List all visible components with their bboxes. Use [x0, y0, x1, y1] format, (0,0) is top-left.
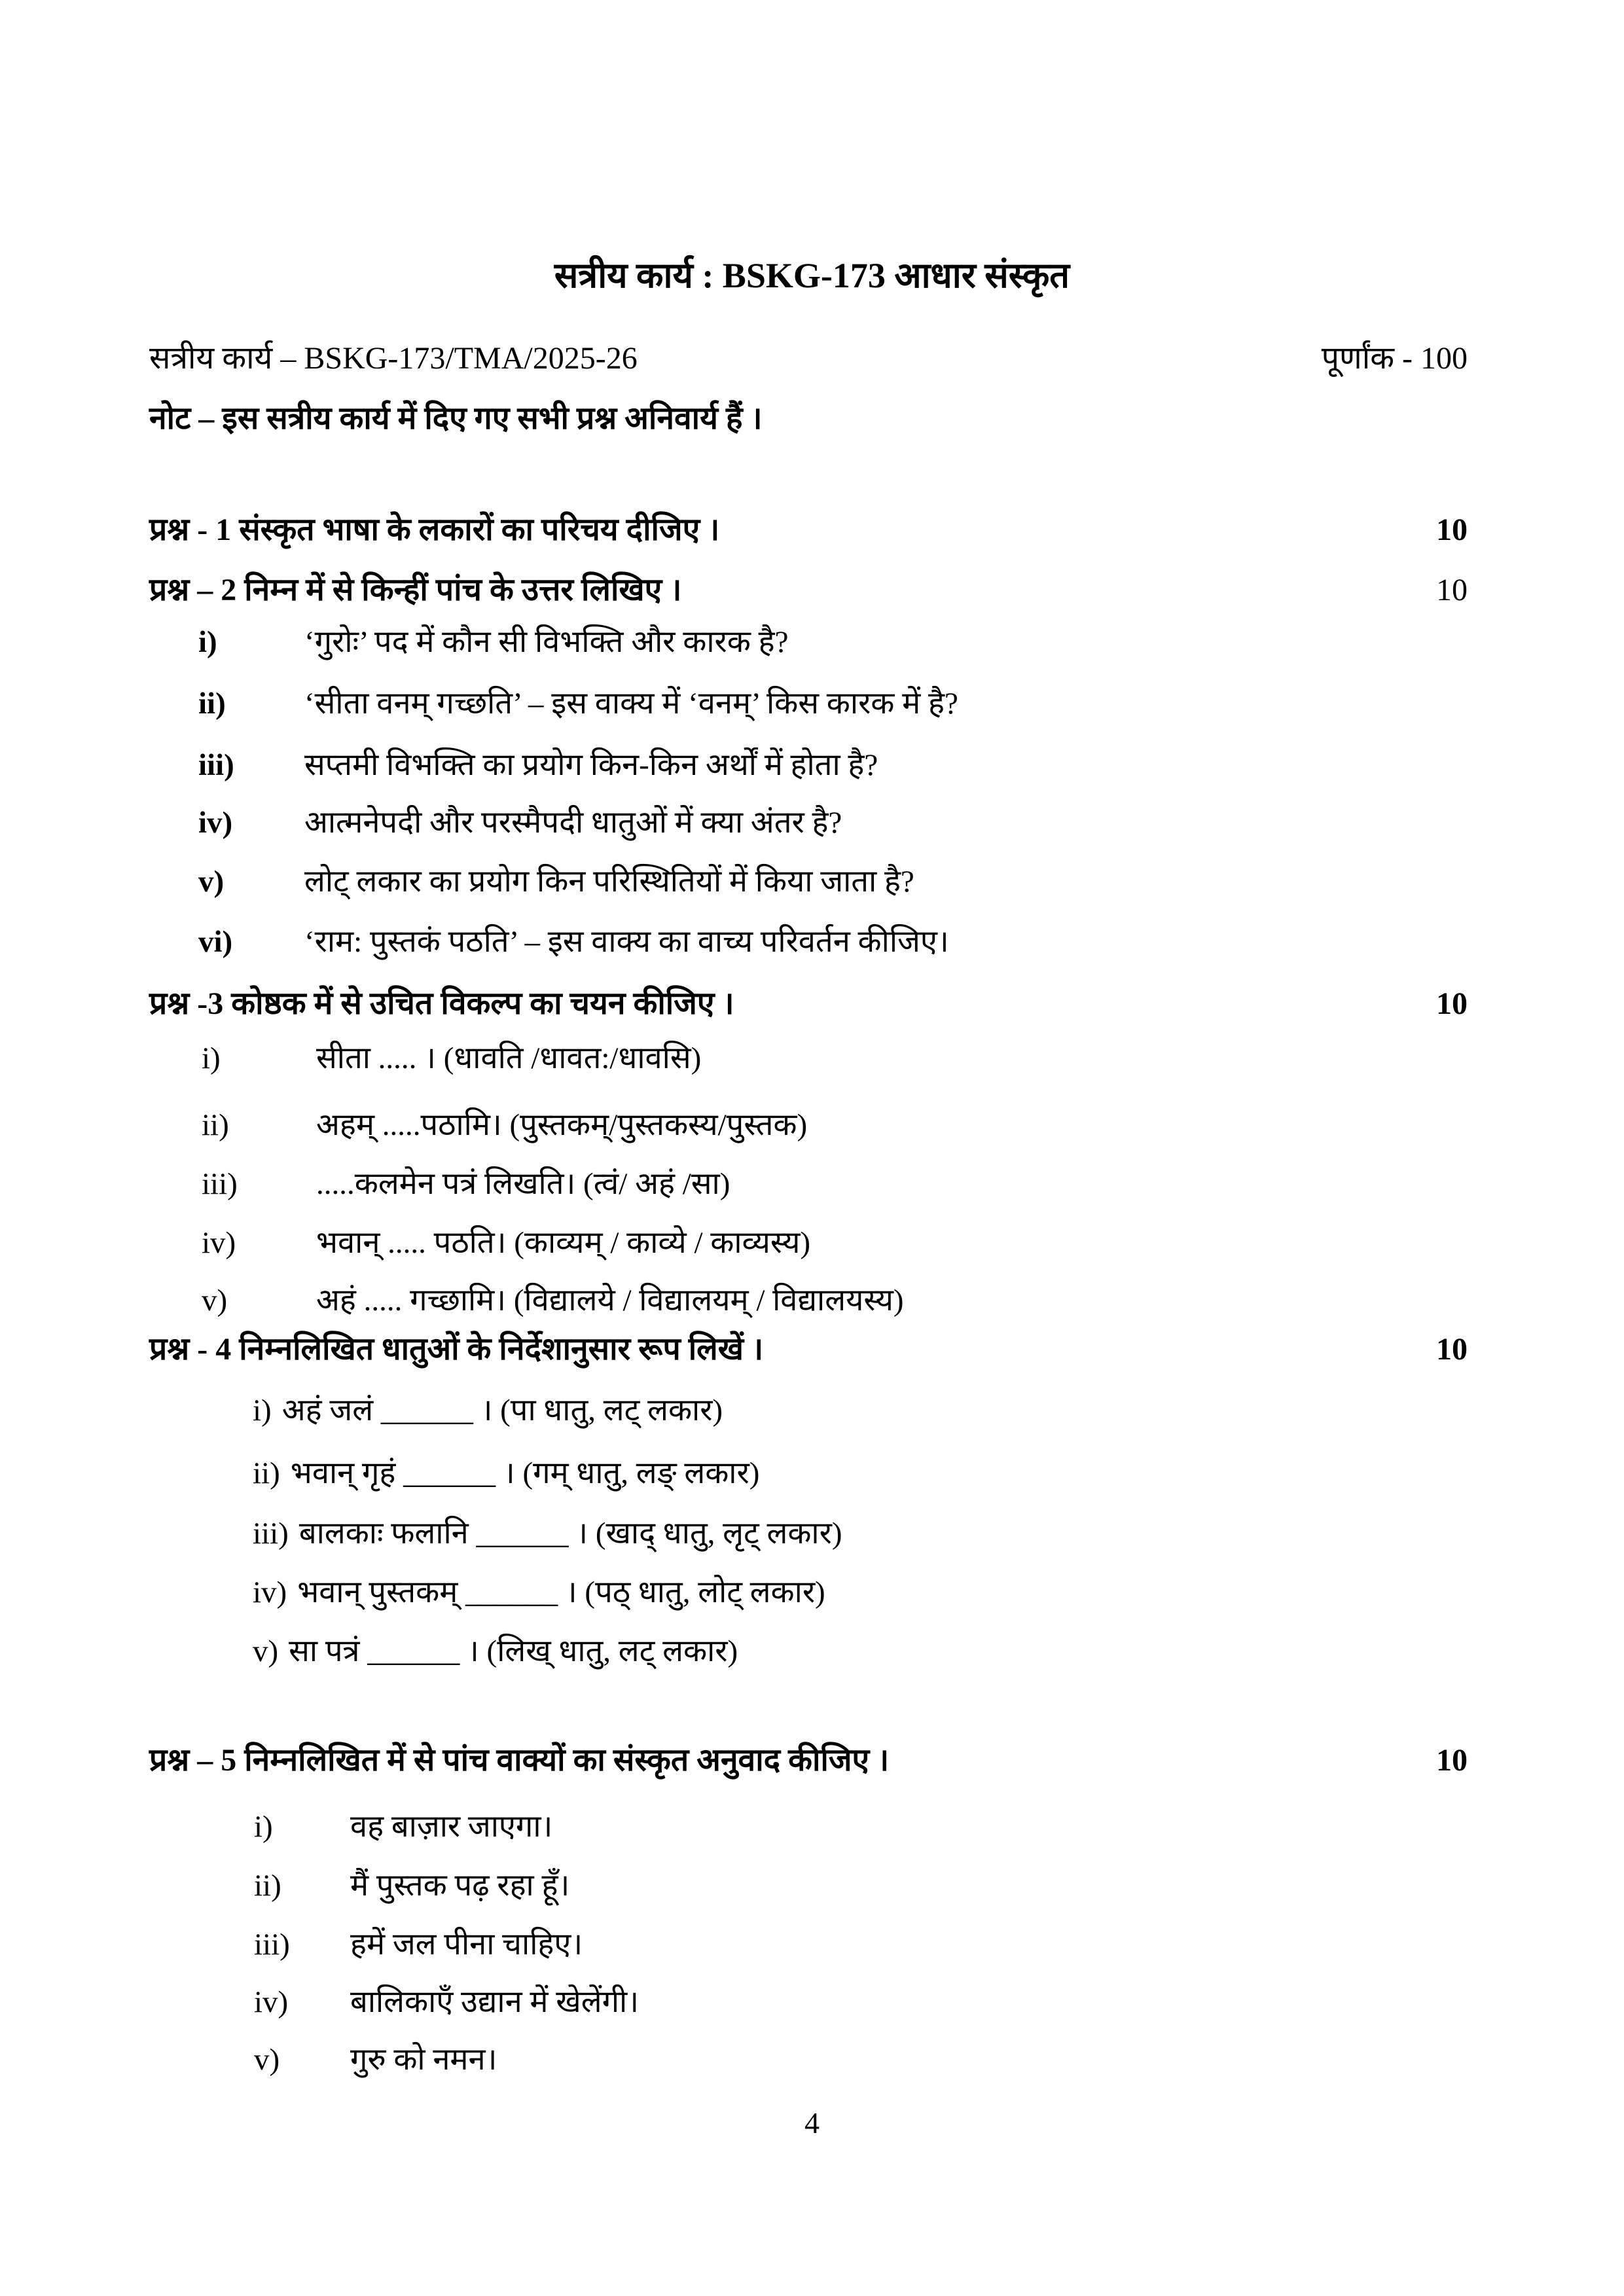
- item-text: सा पत्रं ______ । (लिख् धातु, लट् लकार): [289, 1634, 738, 1668]
- list-item: [198, 623, 788, 662]
- max-marks: पूर्णांक - 100: [1321, 341, 1468, 376]
- item-text: अहं जलं ______ । (पा धातु, लट् लकार): [281, 1393, 723, 1427]
- question-4-label: प्रश्न - 4 निम्नलिखित धातुओं के निर्देशानुसार रूप लिखें ।: [149, 1332, 764, 1367]
- item-numeral: i): [253, 1393, 272, 1427]
- question-5-label: प्रश्न – 5 निम्नलिखित में से पांच वाक्यों का संस्कृत अनुवाद कीजिए ।: [149, 1743, 890, 1778]
- header-row: [149, 339, 1468, 378]
- question-1-marks: 10: [1436, 512, 1468, 547]
- item-text: लोट् लकार का प्रयोग किन परिस्थितियों में किया जाता है?: [304, 865, 914, 899]
- list-item: [254, 2041, 497, 2079]
- question-4-header: [149, 1330, 1468, 1369]
- list-item: [198, 685, 958, 723]
- item-numeral: iv): [198, 806, 233, 840]
- item-text: ‘गुरोः’ पद में कौन सी विभक्ति और कारक है?: [304, 625, 789, 659]
- page-title: सत्रीय कार्य : BSKG-173 आधार संस्कृत: [554, 256, 1070, 295]
- item-text: बालिकाएँ उद्यान में खेलेंगी।: [350, 1985, 640, 2019]
- question-1-label: प्रश्न - 1 संस्कृत भाषा के लकारों का परिचय दीजिए ।: [149, 512, 720, 547]
- list-item: [253, 1515, 842, 1553]
- item-numeral: v): [202, 1283, 228, 1318]
- item-text: भवान् ..... पठति। (काव्यम् / काव्ये / काव्यस्य): [316, 1226, 811, 1260]
- item-numeral: vi): [198, 925, 233, 959]
- item-numeral: iv): [254, 1985, 289, 2019]
- question-3-label: प्रश्न -3 कोष्ठक में से उचित विकल्प का चयन कीजिए ।: [149, 986, 734, 1021]
- list-item: [202, 1165, 730, 1204]
- item-numeral: v): [253, 1634, 279, 1668]
- item-numeral: ii): [198, 687, 226, 721]
- list-item: [253, 1454, 759, 1493]
- item-numeral: v): [254, 2043, 280, 2077]
- item-text: ‘राम: पुस्तकं पठति’ – इस वाक्य का वाच्य परिवर्तन कीजिए।: [304, 925, 949, 959]
- list-item: [198, 863, 914, 901]
- item-numeral: i): [202, 1041, 221, 1075]
- question-5-marks: 10: [1436, 1743, 1468, 1778]
- list-item: [254, 1808, 552, 1846]
- item-numeral: iii): [202, 1167, 238, 1201]
- item-text: वह बाज़ार जाएगा।: [350, 1810, 553, 1844]
- assignment-code: सत्रीय कार्य – BSKG-173/TMA/2025-26: [149, 341, 638, 376]
- item-text: .....कलमेन पत्रं लिखति। (त्वं/ अहं /सा): [316, 1167, 731, 1201]
- question-4-marks: 10: [1436, 1332, 1468, 1367]
- list-item: [254, 1983, 639, 2022]
- item-numeral: iv): [253, 1575, 287, 1609]
- question-2-header: [149, 571, 1468, 610]
- item-numeral: i): [198, 625, 217, 659]
- list-item: [202, 1282, 904, 1320]
- item-text: सप्तमी विभक्ति का प्रयोग किन-किन अर्थों में होता है?: [304, 748, 878, 782]
- list-item: [202, 1106, 807, 1145]
- list-item: [198, 746, 878, 785]
- item-text: सीता ..... । (धावति /धावत:/धावसि): [316, 1041, 702, 1075]
- item-numeral: iii): [198, 748, 234, 782]
- item-numeral: ii): [202, 1108, 229, 1142]
- list-item: [254, 1867, 569, 1905]
- item-text: हमें जल पीना चाहिए।: [350, 1928, 583, 1962]
- item-numeral: iii): [253, 1516, 289, 1551]
- question-2-label: प्रश्न – 2 निम्न में से किन्हीं पांच के उत्तर लिखिए ।: [149, 573, 682, 607]
- question-1-header: [149, 511, 1468, 550]
- item-numeral: i): [254, 1810, 273, 1844]
- note-line: नोट – इस सत्रीय कार्य में दिए गए सभी प्रश्न अनिवार्य हैं ।: [149, 401, 763, 436]
- list-item: [202, 1224, 810, 1263]
- list-item: [253, 1632, 738, 1671]
- item-text: अहं ..... गच्छामि। (विद्यालये / विद्यालयम् / विद्यालयस्य): [316, 1283, 904, 1318]
- list-item: [198, 804, 842, 842]
- item-numeral: ii): [254, 1869, 281, 1903]
- item-numeral: iv): [202, 1226, 236, 1260]
- item-numeral: iii): [254, 1928, 290, 1962]
- question-5-header: [149, 1741, 1468, 1780]
- item-text: ‘सीता वनम् गच्छति’ – इस वाक्य में ‘वनम्’ किस कारक में है?: [304, 687, 958, 721]
- item-text: भवान् पुस्तकम् ______ । (पठ् धातु, लोट् लकार): [297, 1575, 825, 1609]
- item-text: अहम् .....पठामि। (पुस्तकम्/पुस्तकस्य/पुस्तक): [316, 1108, 808, 1142]
- item-text: भवान् गृहं ______ । (गम् धातु, लङ् लकार): [290, 1456, 760, 1490]
- item-text: बालकाः फलानि ______ । (खाद् धातु, लृट् लकार): [298, 1516, 842, 1551]
- list-item: [254, 1926, 583, 1964]
- item-numeral: v): [198, 865, 225, 899]
- item-text: गुरु को नमन।: [350, 2043, 497, 2077]
- item-text: मैं पुस्तक पढ़ रहा हूँ।: [350, 1869, 570, 1903]
- question-3-marks: 10: [1436, 986, 1468, 1021]
- list-item: [253, 1573, 825, 1612]
- item-numeral: ii): [253, 1456, 280, 1490]
- list-item: [202, 1039, 701, 1078]
- question-3-header: [149, 984, 1468, 1024]
- item-text: आत्मनेपदी और परस्मैपदी धातुओं में क्या अंतर है?: [304, 806, 842, 840]
- question-2-marks: 10: [1436, 573, 1468, 607]
- page-number: 4: [804, 2106, 820, 2140]
- list-item: [198, 923, 949, 961]
- list-item: [253, 1391, 723, 1430]
